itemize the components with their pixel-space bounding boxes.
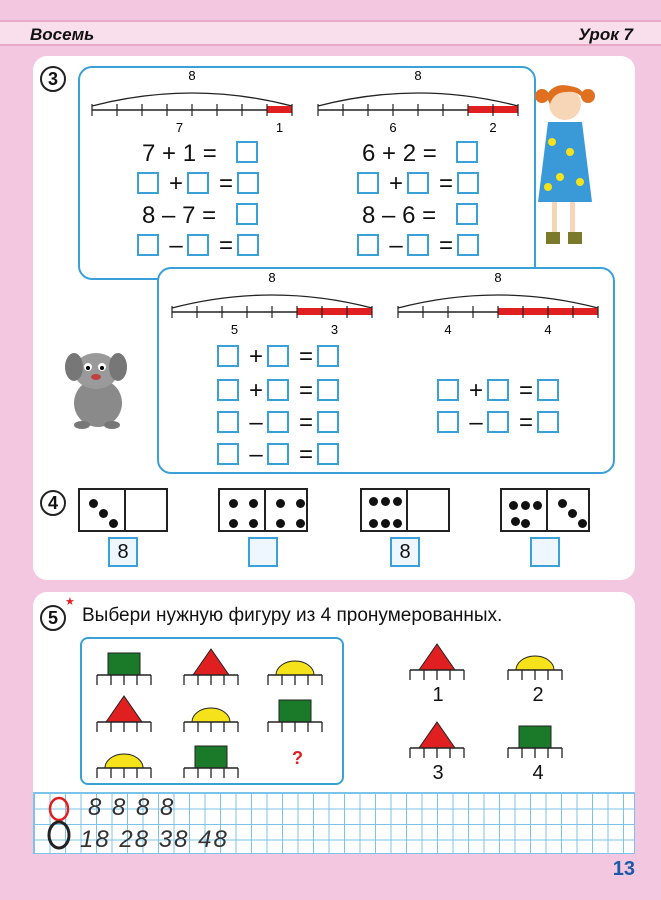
equals-sign: = (518, 409, 533, 436)
option-1-triangle[interactable] (410, 644, 464, 680)
eq-8-minus-6: 8 – 6 = (362, 202, 437, 229)
total-label: 8 (414, 68, 422, 83)
eq-6-plus-2: 6 + 2 = (362, 140, 437, 167)
minus-sign: – (249, 441, 263, 468)
equals-sign: = (438, 232, 453, 259)
option-label-3[interactable]: 3 (432, 762, 444, 784)
equals-sign: = (218, 232, 233, 259)
red-triangle-figure[interactable] (97, 696, 151, 732)
equals-sign: = (518, 377, 533, 404)
option-label-4[interactable]: 4 (532, 762, 544, 784)
eq-7-plus-1: 7 + 1 = (142, 140, 217, 167)
task5-number: 5 (40, 605, 66, 631)
plus-sign: + (388, 170, 403, 197)
plus-sign: + (248, 377, 263, 404)
equals-sign: = (298, 343, 313, 370)
part-label: 3 (330, 322, 339, 337)
plus-sign: + (168, 170, 183, 197)
green-square-figure[interactable] (97, 653, 151, 685)
yellow-semicircle-figure[interactable] (268, 661, 322, 685)
yellow-semicircle-figure[interactable] (97, 754, 151, 778)
task3-number: 3 (40, 66, 66, 92)
total-label: 8 (188, 68, 196, 83)
part-label: 6 (389, 120, 397, 135)
equals-sign: = (298, 377, 313, 404)
equals-sign: = (298, 409, 313, 436)
part-label: 4 (444, 322, 452, 337)
option-4-square[interactable] (508, 726, 562, 758)
page-number: 13 (612, 858, 635, 880)
option-label-2[interactable]: 2 (532, 684, 544, 706)
header-lesson: Урок 7 (578, 25, 633, 44)
minus-sign: – (169, 232, 183, 259)
task5-instruction: Выбери нужную фигуру из 4 пронумерованных. (82, 605, 503, 626)
equals-sign: = (218, 170, 233, 197)
eq-8-minus-7: 8 – 7 = (142, 202, 217, 229)
writing-row-1: 8 8 8 8 (88, 794, 176, 821)
task5-star: ★ (65, 596, 75, 608)
domino-sum-box[interactable]: 8 (108, 537, 138, 567)
green-square-figure[interactable] (268, 700, 322, 732)
total-label: 8 (494, 270, 502, 285)
equals-sign: = (298, 441, 313, 468)
equals-sign: = (438, 170, 453, 197)
plus-sign: + (248, 343, 263, 370)
option-3-triangle[interactable] (410, 722, 464, 758)
minus-sign: – (469, 409, 483, 436)
part-label: 4 (544, 322, 552, 337)
writing-row-2: 18 28 38 48 (80, 826, 229, 853)
option-label-1[interactable]: 1 (432, 684, 444, 706)
minus-sign: – (249, 409, 263, 436)
minus-sign: – (389, 232, 403, 259)
option-2-semicircle[interactable] (508, 656, 562, 680)
total-label: 8 (268, 270, 276, 285)
part-label: 7 (175, 120, 184, 135)
plus-sign: + (468, 377, 483, 404)
header-topic: Восемь (30, 25, 95, 44)
part-label: 2 (489, 120, 497, 135)
yellow-semicircle-figure[interactable] (184, 708, 238, 732)
green-square-figure[interactable] (184, 746, 238, 778)
red-triangle-figure[interactable] (184, 649, 238, 685)
question-mark: ? (292, 748, 303, 768)
part-label: 5 (230, 322, 239, 337)
task4-number: 4 (40, 490, 66, 516)
part-label: 1 (275, 120, 284, 135)
domino-sum-box[interactable]: 8 (390, 537, 420, 567)
digit-8-guide (46, 795, 72, 853)
